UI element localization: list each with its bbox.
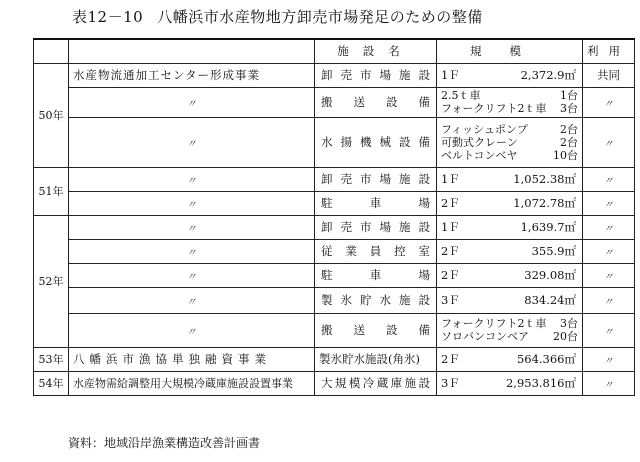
- project-cell: 〃: [69, 313, 315, 347]
- project-cell: 〃: [69, 287, 315, 313]
- scale-floor: 2Ｆ: [441, 352, 460, 366]
- project-cell: 〃: [69, 87, 315, 117]
- table-row: [34, 287, 635, 313]
- facility-cell: 卸売市場施設: [315, 215, 437, 239]
- use-cell: 〃: [583, 87, 635, 117]
- scale-area: 834.24㎡: [524, 293, 576, 307]
- scale-floor: 1Ｆ: [441, 220, 460, 234]
- facility-cell: 卸売市場施設: [315, 63, 437, 87]
- table-row: [34, 347, 635, 371]
- header-use: 利用: [583, 39, 635, 63]
- use-cell: 〃: [583, 167, 635, 191]
- scale-count: 10台: [553, 148, 578, 162]
- scale-area: 329.08㎡: [524, 268, 576, 282]
- scale-cell: [437, 63, 583, 87]
- project-cell: 〃: [69, 215, 315, 239]
- year-cell: 51年: [34, 167, 69, 215]
- scale-count: 3台: [560, 102, 578, 115]
- scale-cell: [437, 313, 583, 347]
- scale-count: 3台: [560, 317, 578, 330]
- scale-floor: 3Ｆ: [441, 376, 460, 390]
- table-row: [34, 313, 635, 347]
- header-project: [69, 39, 315, 63]
- facility-cell: 卸売市場施設: [315, 167, 437, 191]
- scale-count: 2台: [560, 122, 578, 136]
- table-row: [34, 87, 635, 117]
- scale-floor: 2Ｆ: [441, 196, 460, 210]
- table-row: [34, 191, 635, 215]
- table-row: [34, 239, 635, 263]
- year-cell: 54年: [34, 371, 69, 395]
- facility-cell: 製氷貯水施設(角氷): [315, 347, 437, 371]
- scale-cell: [437, 87, 583, 117]
- scale-count: 1台: [560, 89, 578, 102]
- scale-cell: [437, 215, 583, 239]
- use-cell: 〃: [583, 117, 635, 167]
- scale-floor: 1Ｆ: [441, 68, 460, 82]
- use-cell: 共同: [583, 63, 635, 87]
- project-cell: 〃: [69, 167, 315, 191]
- scale-floor: 1Ｆ: [441, 172, 460, 186]
- scale-area: 2,372.9㎡: [520, 68, 576, 82]
- table-row: [34, 167, 635, 191]
- scale-cell: [437, 191, 583, 215]
- project-cell: 水産物流通加工センター形成事業: [69, 63, 315, 87]
- use-cell: 〃: [583, 215, 635, 239]
- table-number: 表12－10: [72, 8, 144, 26]
- use-cell: 〃: [583, 313, 635, 347]
- scale-area: 2,953.816㎡: [505, 376, 576, 390]
- table-row: [34, 63, 635, 87]
- project-cell: 〃: [69, 191, 315, 215]
- table-row: [34, 371, 635, 395]
- project-cell: 八幡浜市漁協単独融資事業: [69, 347, 315, 371]
- year-cell: 50年: [34, 63, 69, 167]
- scale-cell: [437, 347, 583, 371]
- facility-cell: 搬送設備: [315, 87, 437, 117]
- scale-area: 355.9㎡: [531, 244, 576, 258]
- header-facility: 施設名: [315, 39, 437, 63]
- scale-item: フォークリフト2ｔ車: [441, 317, 547, 330]
- project-cell: 〃: [69, 263, 315, 287]
- table-title: [72, 6, 483, 27]
- scale-cell: [437, 117, 583, 167]
- scale-item: フィッシュポンプ: [441, 122, 528, 136]
- project-cell: 〃: [69, 117, 315, 167]
- use-cell: 〃: [583, 239, 635, 263]
- table-title-text: 八幡浜市水産物地方卸売市場発足のための整備: [157, 8, 483, 26]
- table-row: [34, 263, 635, 287]
- use-cell: 〃: [583, 287, 635, 313]
- scale-floor: 2Ｆ: [441, 268, 460, 282]
- table-row: [34, 117, 635, 167]
- scale-cell: [437, 239, 583, 263]
- project-cell: 水産物需給調整用大規模冷蔵庫施設設置事業: [69, 371, 315, 395]
- scale-cell: [437, 287, 583, 313]
- scale-count: 20台: [553, 330, 578, 343]
- scale-item: 2.5ｔ車: [441, 89, 481, 102]
- use-cell: 〃: [583, 347, 635, 371]
- use-cell: 〃: [583, 191, 635, 215]
- header-scale: 規模: [437, 39, 583, 63]
- facility-cell: 搬送設備: [315, 313, 437, 347]
- scale-cell: [437, 263, 583, 287]
- scale-cell: [437, 371, 583, 395]
- scale-count: 2台: [560, 135, 578, 149]
- scale-item: ソロバンコンベア: [441, 330, 529, 343]
- header-year: [34, 39, 69, 63]
- scale-area: 1,072.78㎡: [513, 196, 576, 210]
- project-cell: 〃: [69, 239, 315, 263]
- facility-table: [33, 38, 635, 396]
- year-cell: 53年: [34, 347, 69, 371]
- table-row: [34, 215, 635, 239]
- scale-floor: 3Ｆ: [441, 293, 460, 307]
- scale-area: 1,052.38㎡: [513, 172, 576, 186]
- scale-item: 可動式クレーン: [441, 135, 518, 149]
- scale-area: 564.366㎡: [516, 352, 576, 366]
- facility-cell: 大規模冷蔵庫施設: [315, 371, 437, 395]
- facility-cell: 駐車場: [315, 191, 437, 215]
- scale-item: ベルトコンベヤ: [441, 148, 518, 162]
- year-cell: 52年: [34, 215, 69, 347]
- facility-cell: 従業員控室: [315, 239, 437, 263]
- facility-cell: 駐車場: [315, 263, 437, 287]
- facility-cell: 製氷貯水施設: [315, 287, 437, 313]
- scale-cell: [437, 167, 583, 191]
- use-cell: 〃: [583, 371, 635, 395]
- scale-area: 1,639.7㎡: [520, 220, 576, 234]
- scale-item: フォークリフト2ｔ車: [441, 102, 547, 115]
- source-note: 資料：地域沿岸漁業構造改善計画書: [68, 436, 261, 450]
- facility-cell: 水揚機械設備: [315, 117, 437, 167]
- use-cell: 〃: [583, 263, 635, 287]
- scale-floor: 2Ｆ: [441, 244, 460, 258]
